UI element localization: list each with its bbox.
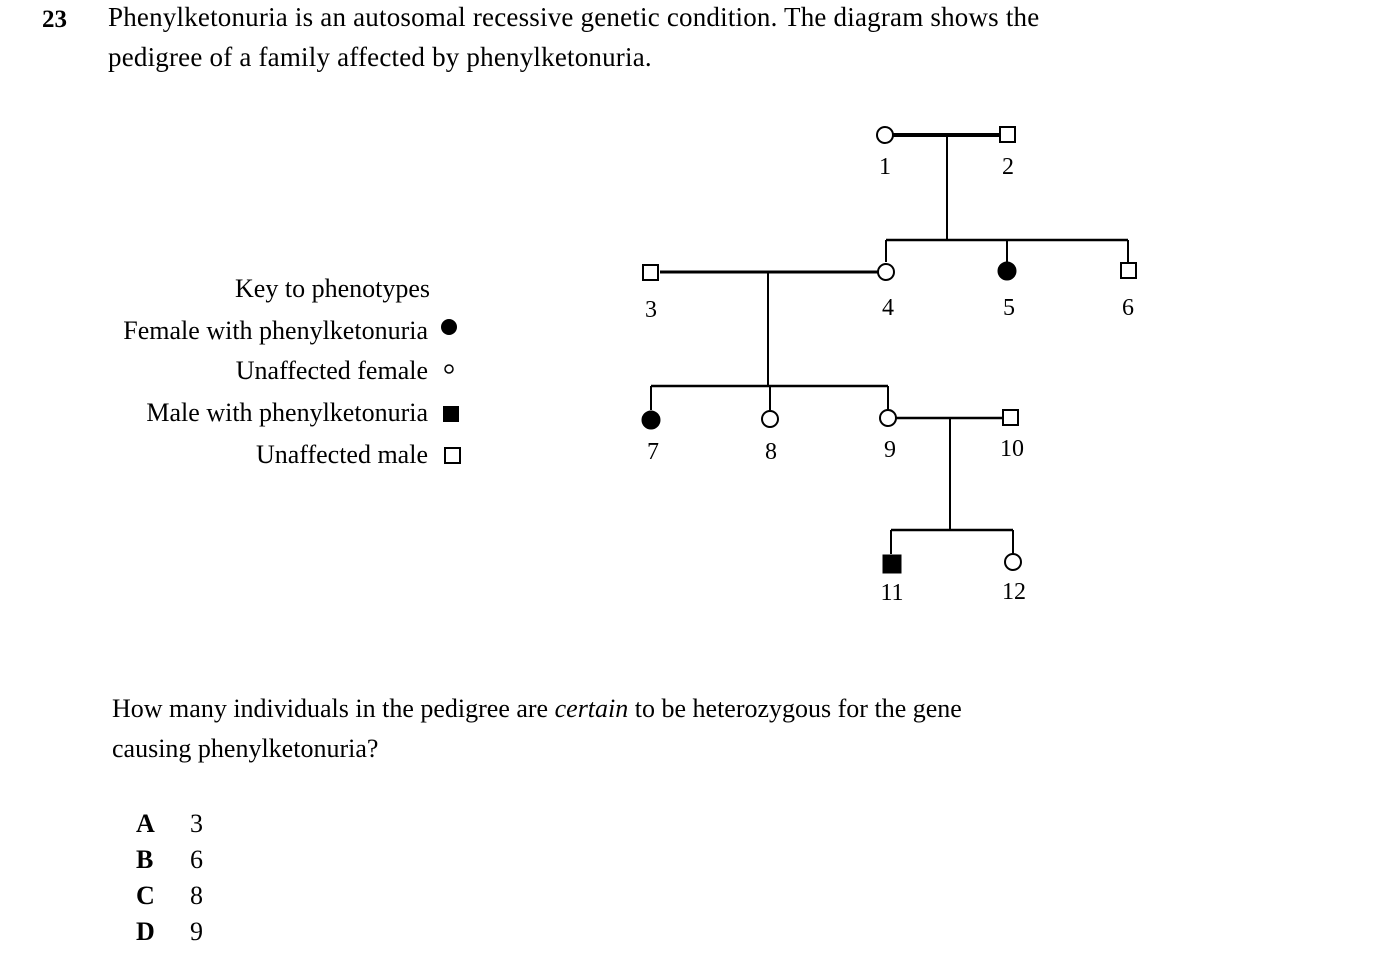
- prompt-text: to be heterozygous for the gene: [628, 694, 962, 723]
- question-stem-line-1: Phenylketonuria is an autosomal recessive genetic condition. The diagram shows the: [108, 2, 1040, 32]
- option-d-letter[interactable]: D: [136, 917, 155, 946]
- option-c-value[interactable]: 8: [190, 881, 203, 910]
- individual-7: [642, 411, 660, 465]
- individual-label: 4: [882, 295, 894, 321]
- individual-label: 6: [1122, 295, 1134, 321]
- question-prompt-line-1: [112, 694, 962, 724]
- option-d-value[interactable]: 9: [190, 917, 203, 946]
- individual-label: 1: [879, 154, 891, 180]
- individual-label: 2: [1002, 154, 1014, 180]
- individual-9: [880, 410, 896, 463]
- question-stem-line-2: pedigree of a family affected by phenylketonuria.: [108, 42, 652, 72]
- individual-label: 11: [880, 580, 904, 606]
- key-label: Male with phenylketonuria: [146, 398, 428, 427]
- open-circle-icon: [445, 365, 453, 373]
- prompt-text: How many individuals in the pedigree are: [112, 694, 555, 723]
- individual-2: [1000, 127, 1015, 180]
- individual-11: [880, 555, 903, 606]
- open-square-icon: [445, 448, 460, 463]
- individual-label: 5: [1003, 295, 1015, 321]
- individual-4: [878, 264, 894, 321]
- individual-3: [643, 265, 658, 323]
- option-a-value[interactable]: 3: [190, 809, 203, 838]
- key-label: Unaffected female: [235, 356, 428, 385]
- individual-1: [877, 127, 893, 180]
- filled-square-icon: [443, 406, 459, 422]
- question-prompt-line-2: causing phenylketonuria?: [112, 734, 379, 763]
- individual-10: [1000, 410, 1024, 462]
- key-label: Unaffected male: [255, 440, 428, 469]
- individual-12: [1002, 554, 1026, 605]
- key-title: Key to phenotypes: [235, 274, 430, 303]
- individual-label: 8: [765, 439, 777, 465]
- individual-label: 10: [1000, 436, 1024, 462]
- individual-label: 12: [1002, 579, 1026, 605]
- individual-6: [1121, 263, 1136, 321]
- individual-5: [998, 262, 1016, 321]
- individual-label: 7: [647, 439, 659, 465]
- individual-8: [762, 411, 778, 465]
- key-label: Female with phenylketonuria: [123, 316, 428, 345]
- prompt-emphasis: certain: [554, 694, 629, 723]
- question-number: 23: [42, 6, 67, 33]
- filled-circle-icon: [441, 319, 457, 335]
- individual-label: 9: [884, 437, 896, 463]
- option-c-letter[interactable]: C: [136, 881, 155, 910]
- option-b-letter[interactable]: B: [136, 845, 154, 874]
- individual-label: 3: [645, 297, 657, 323]
- option-a-letter[interactable]: A: [136, 809, 155, 838]
- option-b-value[interactable]: 6: [190, 845, 203, 874]
